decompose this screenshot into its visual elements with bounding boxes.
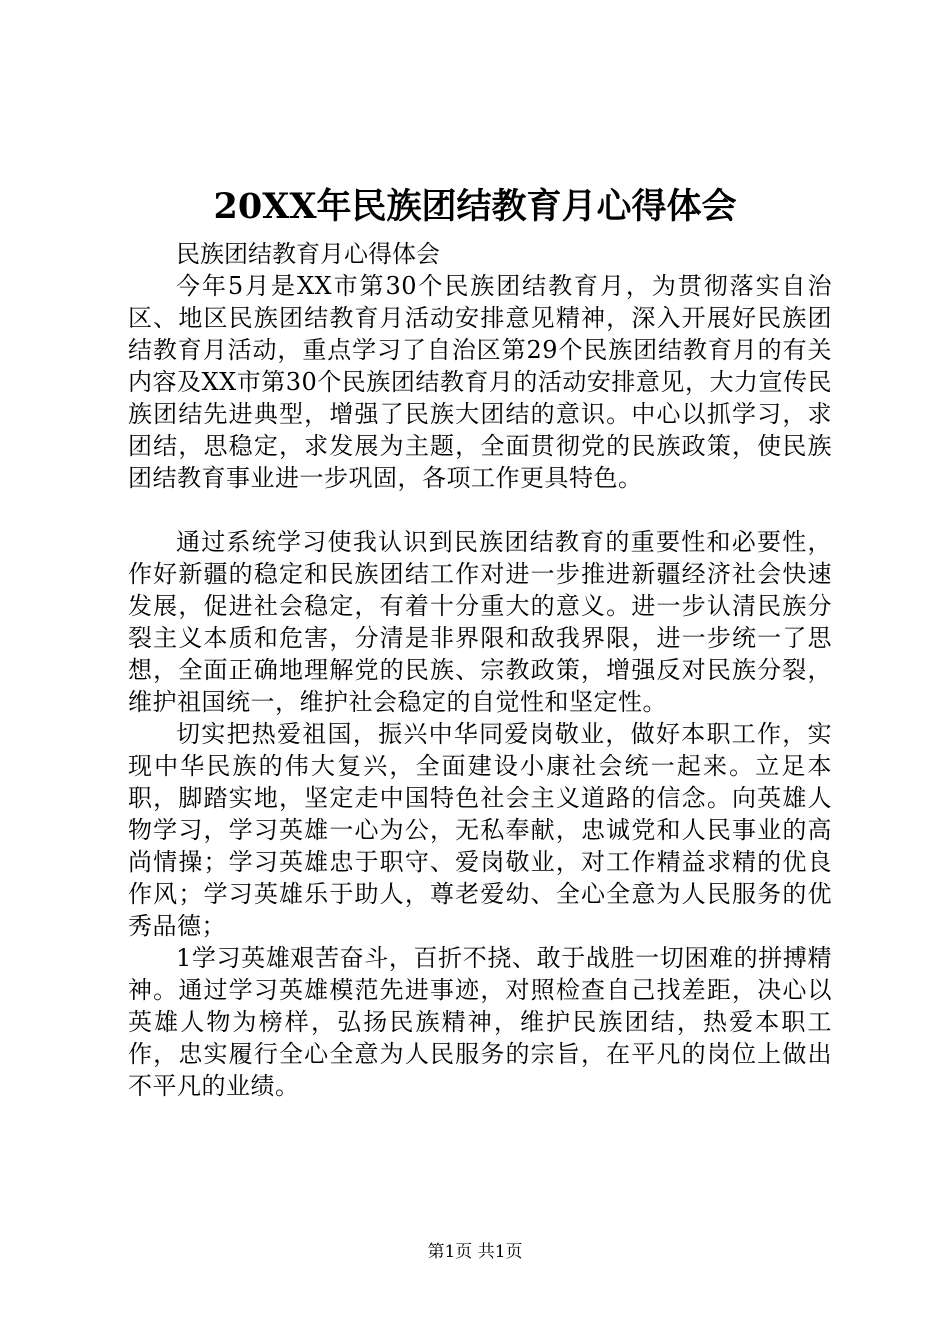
page-footer: 第1页 共1页 xyxy=(427,1242,523,1262)
document-subtitle: 民族团结教育月心得体会 xyxy=(176,240,440,268)
paragraph-2: 通过系统学习使我认识到民族团结教育的重要性和必要性，作好新疆的稳定和民族团结工作对进一步推进新疆经济社会快速发展，促进社会稳定，有着十分重大的意义。进一步认清民族分裂主义本质和危害，分清是非界限和敌我界限，进一步统一了思想，全面正确地理解党的民族、宗教政策，增强反对民族分裂，维护祖国统一，维护社会稳定的自觉性和坚定性。 xyxy=(128,528,832,716)
paragraph-4: 1学习英雄艰苦奋斗，百折不挠、敢于战胜一切困难的拼搏精神。通过学习英雄模范先进事迹，对照检查自己找差距，决心以英雄人物为榜样，弘扬民族精神，维护民族团结，热爱本职工作，忠实履行全心全意为人民服务的宗旨，在平凡的岗位上做出不平凡的业绩。 xyxy=(128,944,832,1100)
document-title: 20XX年民族团结教育月心得体会 xyxy=(213,186,737,227)
document-body xyxy=(128,238,832,1102)
paragraph-1: 今年5月是XX市第30个民族团结教育月，为贯彻落实自治区、地区民族团结教育月活动安排意见精神，深入开展好民族团结教育月活动，重点学习了自治区第29个民族团结教育月的有关内容及XX市第30个民族团结教育月的活动安排意见，大力宣传民族团结先进典型，增强了民族大团结的意识。中心以抓学习，求团结，思稳定，求发展为主题，全面贯彻党的民族政策，使民族团结教育事业进一步巩固，各项工作更具特色。 xyxy=(128,272,832,492)
paragraph-3: 切实把热爱祖国，振兴中华同爱岗敬业，做好本职工作，实现中华民族的伟大复兴，全面建设小康社会统一起来。立足本职，脚踏实地，坚定走中国特色社会主义道路的信念。向英雄人物学习，学习英雄一心为公，无私奉献，忠诚党和人民事业的高尚情操；学习英雄忠于职守、爱岗敬业，对工作精益求精的优良作风；学习英雄乐于助人，尊老爱幼、全心全意为人民服务的优秀品德； xyxy=(128,720,832,940)
